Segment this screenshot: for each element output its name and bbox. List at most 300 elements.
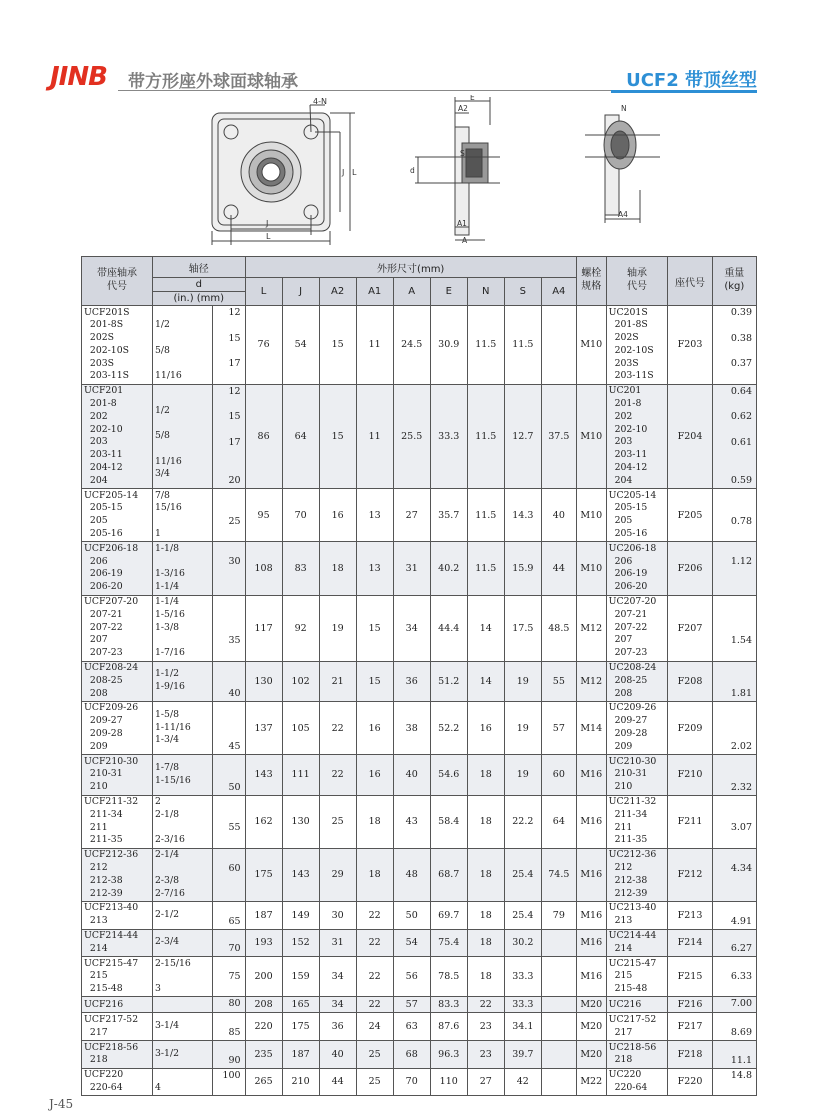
col-a4: A4	[541, 278, 576, 306]
cell-bolt: M16	[576, 795, 606, 848]
label-a4: A4	[618, 210, 628, 219]
cell-l: 200	[245, 957, 282, 997]
bearing-code: UC207-20 207-21 207-22 207 207-23	[606, 595, 668, 661]
weight	[712, 701, 756, 754]
cell-a2: 34	[319, 957, 356, 997]
cell-a: 25.5	[393, 384, 430, 488]
weight-value: 2.32	[730, 781, 752, 793]
cell-l: 137	[245, 701, 282, 754]
cell-j: 83	[282, 542, 319, 595]
cell-l: 193	[245, 929, 282, 957]
housing-bearing-code: UCF201S 201-8S 202S 202-10S 203S 203-11S	[82, 306, 153, 385]
weight	[712, 901, 756, 929]
cell-e: 75.4	[430, 929, 467, 957]
cell-a: 43	[393, 795, 430, 848]
col-shaft-dia: 轴径	[152, 257, 245, 278]
cell-a: 27	[393, 489, 430, 542]
shaft-inch: 7/8 15/16 1	[152, 489, 212, 542]
weight-value: 0.59	[730, 475, 752, 487]
table-row	[82, 755, 757, 795]
cell-e: 52.2	[430, 701, 467, 754]
cell-j: 105	[282, 701, 319, 754]
weight-value: 14.8	[730, 1069, 752, 1081]
col-units: (in.) (mm)	[152, 292, 245, 306]
col-housing-bearing: 带座轴承 代号	[82, 257, 153, 306]
cell-a: 31	[393, 542, 430, 595]
shaft-mm-value: 50	[228, 781, 241, 793]
cell-n: 11.5	[467, 542, 504, 595]
cell-bolt: M10	[576, 306, 606, 385]
housing-code: F207	[668, 595, 712, 661]
shaft-mm-value: 30	[228, 556, 241, 568]
weight-value: 0.62	[730, 411, 752, 423]
weight-value: 3.07	[730, 822, 752, 834]
table-row	[82, 997, 757, 1013]
shaft-inch: 2-3/4	[152, 929, 212, 957]
label-a: A	[462, 236, 468, 245]
cell-n: 16	[467, 701, 504, 754]
cell-a2: 15	[319, 384, 356, 488]
cell-a1: 13	[356, 489, 393, 542]
col-bearing: 轴承 代号	[606, 257, 668, 306]
weight-value: 0.39	[730, 307, 752, 318]
cell-a: 38	[393, 701, 430, 754]
weight-value: 4.34	[730, 862, 752, 874]
shaft-mm-value: 12	[228, 385, 241, 397]
page-number: J-45	[49, 1097, 74, 1111]
weight	[712, 661, 756, 701]
housing-code: F203	[668, 306, 712, 385]
weight-value: 7.00	[730, 998, 752, 1010]
shaft-mm-value: 55	[228, 822, 241, 834]
cell-l: 117	[245, 595, 282, 661]
shaft-mm	[212, 901, 245, 929]
table-row	[82, 1013, 757, 1041]
cell-j: 175	[282, 1013, 319, 1041]
weight	[712, 929, 756, 957]
shaft-mm	[212, 848, 245, 901]
cell-bolt: M12	[576, 595, 606, 661]
bearing-code: UC210-30 210-31 210	[606, 755, 668, 795]
table-row	[82, 542, 757, 595]
shaft-mm-value: 17	[228, 436, 241, 448]
col-a2: A2	[319, 278, 356, 306]
housing-code: F214	[668, 929, 712, 957]
cell-l: 130	[245, 661, 282, 701]
cell-n: 23	[467, 1041, 504, 1069]
cell-a4: 40	[541, 489, 576, 542]
cell-a1: 22	[356, 997, 393, 1013]
shaft-mm-value: 17	[228, 358, 241, 370]
cell-e: 51.2	[430, 661, 467, 701]
table-row	[82, 848, 757, 901]
shaft-inch	[152, 997, 212, 1013]
cell-a2: 31	[319, 929, 356, 957]
cell-e: 96.3	[430, 1041, 467, 1069]
cell-e: 87.6	[430, 1013, 467, 1041]
col-a: A	[393, 278, 430, 306]
housing-code: F211	[668, 795, 712, 848]
housing-code: F210	[668, 755, 712, 795]
housing-bearing-code: UCF211-32 211-34 211 211-35	[82, 795, 153, 848]
table-row	[82, 701, 757, 754]
cell-e: 58.4	[430, 795, 467, 848]
bearing-code: UC216	[606, 997, 668, 1013]
col-a1: A1	[356, 278, 393, 306]
cell-a2: 21	[319, 661, 356, 701]
housing-code: F218	[668, 1041, 712, 1069]
table-row	[82, 901, 757, 929]
cell-a1: 11	[356, 384, 393, 488]
housing-bearing-code: UCF207-20 207-21 207-22 207 207-23	[82, 595, 153, 661]
cell-a1: 25	[356, 1068, 393, 1096]
cell-a2: 36	[319, 1013, 356, 1041]
cell-j: 54	[282, 306, 319, 385]
weight	[712, 997, 756, 1013]
cell-j: 165	[282, 997, 319, 1013]
cell-bolt: M16	[576, 929, 606, 957]
housing-code: F212	[668, 848, 712, 901]
weight	[712, 795, 756, 848]
bearing-code: UC218-56 218	[606, 1041, 668, 1069]
shaft-mm-value: 25	[228, 515, 241, 527]
cell-a4: 57	[541, 701, 576, 754]
housing-bearing-code: UCF210-30 210-31 210	[82, 755, 153, 795]
cell-bolt: M20	[576, 1041, 606, 1069]
cell-a: 50	[393, 901, 430, 929]
cell-s: 17.5	[504, 595, 541, 661]
cell-a1: 11	[356, 306, 393, 385]
cell-a: 68	[393, 1041, 430, 1069]
page-title: 带方形座外球面球轴承	[128, 72, 298, 92]
cell-a4: 74.5	[541, 848, 576, 901]
brand-logo: JINB	[50, 62, 107, 92]
cell-e: 78.5	[430, 957, 467, 997]
shaft-inch: 1-1/8 1-3/16 1-1/4	[152, 542, 212, 595]
bearing-code: UC209-26 209-27 209-28 209	[606, 701, 668, 754]
cell-n: 22	[467, 997, 504, 1013]
bearing-code: UC208-24 208-25 208	[606, 661, 668, 701]
cell-l: 235	[245, 1041, 282, 1069]
side-view-drawing	[585, 115, 660, 223]
housing-code: F217	[668, 1013, 712, 1041]
cell-n: 11.5	[467, 384, 504, 488]
cell-s: 19	[504, 755, 541, 795]
cell-a2: 22	[319, 755, 356, 795]
bearing-code: UC214-44 214	[606, 929, 668, 957]
shaft-mm	[212, 661, 245, 701]
cell-a: 36	[393, 661, 430, 701]
cell-n: 27	[467, 1068, 504, 1096]
cell-a2: 22	[319, 701, 356, 754]
table-row	[82, 929, 757, 957]
bearing-code: UC206-18 206 206-19 206-20	[606, 542, 668, 595]
technical-drawings	[200, 95, 680, 245]
shaft-mm	[212, 701, 245, 754]
cell-a1: 25	[356, 1041, 393, 1069]
cell-j: 92	[282, 595, 319, 661]
table-row	[82, 957, 757, 997]
cell-s: 15.9	[504, 542, 541, 595]
weight-value: 0.78	[730, 515, 752, 527]
cell-a: 40	[393, 755, 430, 795]
weight-value: 1.54	[730, 634, 752, 646]
cell-a2: 16	[319, 489, 356, 542]
weight	[712, 489, 756, 542]
col-dims: 外形尺寸(mm)	[245, 257, 576, 278]
cell-a2: 25	[319, 795, 356, 848]
shaft-inch: 1-7/8 1-15/16	[152, 755, 212, 795]
shaft-mm-value: 15	[228, 411, 241, 423]
bearing-code: UC213-40 213	[606, 901, 668, 929]
weight	[712, 1013, 756, 1041]
table-row	[82, 795, 757, 848]
housing-bearing-code: UCF218-56 218	[82, 1041, 153, 1069]
housing-bearing-code: UCF216	[82, 997, 153, 1013]
cell-j: 143	[282, 848, 319, 901]
shaft-inch: 2-1/2	[152, 901, 212, 929]
housing-bearing-code: UCF220 220-64	[82, 1068, 153, 1096]
label-a1: A1	[457, 219, 467, 228]
cell-a1: 22	[356, 957, 393, 997]
cell-a: 54	[393, 929, 430, 957]
col-n: N	[467, 278, 504, 306]
shaft-inch: 2-15/16 3	[152, 957, 212, 997]
col-s: S	[504, 278, 541, 306]
shaft-mm-value: 75	[228, 970, 241, 982]
shaft-mm	[212, 595, 245, 661]
cell-a4	[541, 957, 576, 997]
cell-a2: 29	[319, 848, 356, 901]
weight	[712, 306, 756, 385]
housing-bearing-code: UCF212-36 212 212-38 212-39	[82, 848, 153, 901]
weight-value: 0.61	[730, 436, 752, 448]
cell-l: 220	[245, 1013, 282, 1041]
shaft-mm-value: 70	[228, 943, 241, 955]
weight	[712, 595, 756, 661]
cell-a4	[541, 1068, 576, 1096]
label-j-front: J	[266, 219, 269, 228]
cell-a4: 55	[541, 661, 576, 701]
cell-e: 44.4	[430, 595, 467, 661]
cell-s: 19	[504, 701, 541, 754]
cell-s: 30.2	[504, 929, 541, 957]
housing-code: F204	[668, 384, 712, 488]
col-weight: 重量 (kg)	[712, 257, 756, 306]
cell-a1: 18	[356, 848, 393, 901]
cell-e: 83.3	[430, 997, 467, 1013]
table-row	[82, 595, 757, 661]
shaft-mm	[212, 755, 245, 795]
shaft-mm-value: 15	[228, 332, 241, 344]
table-row	[82, 1068, 757, 1096]
col-housing: 座代号	[668, 257, 712, 306]
housing-code: F220	[668, 1068, 712, 1096]
cell-j: 70	[282, 489, 319, 542]
cell-a: 56	[393, 957, 430, 997]
shaft-inch: 1-1/2 1-9/16	[152, 661, 212, 701]
shaft-mm-value: 35	[228, 634, 241, 646]
shaft-mm	[212, 1013, 245, 1041]
cell-a4	[541, 1013, 576, 1041]
weight	[712, 1068, 756, 1096]
weight-value: 0.64	[730, 385, 752, 397]
cell-l: 208	[245, 997, 282, 1013]
cell-a1: 13	[356, 542, 393, 595]
cell-a1: 18	[356, 795, 393, 848]
housing-bearing-code: UCF215-47 215 215-48	[82, 957, 153, 997]
weight-value: 1.12	[730, 556, 752, 568]
col-l: L	[245, 278, 282, 306]
weight-value: 11.1	[730, 1054, 752, 1066]
cell-a4	[541, 1041, 576, 1069]
cell-a1: 15	[356, 595, 393, 661]
cell-j: 111	[282, 755, 319, 795]
cell-bolt: M16	[576, 957, 606, 997]
weight-value: 0.37	[730, 358, 752, 370]
weight-value: 2.02	[730, 741, 752, 753]
cell-e: 110	[430, 1068, 467, 1096]
cell-s: 22.2	[504, 795, 541, 848]
cell-n: 11.5	[467, 306, 504, 385]
col-j: J	[282, 278, 319, 306]
bearing-code: UC212-36 212 212-38 212-39	[606, 848, 668, 901]
shaft-inch: 2-1/4 2-3/8 2-7/16	[152, 848, 212, 901]
cell-a: 34	[393, 595, 430, 661]
bearing-code: UC205-14 205-15 205 205-16	[606, 489, 668, 542]
label-d: d	[410, 166, 415, 175]
shaft-mm	[212, 1041, 245, 1069]
cell-a: 48	[393, 848, 430, 901]
weight	[712, 848, 756, 901]
cell-j: 64	[282, 384, 319, 488]
cell-e: 33.3	[430, 384, 467, 488]
cell-a4	[541, 306, 576, 385]
cell-a4	[541, 929, 576, 957]
label-j-side: J	[342, 168, 345, 177]
housing-code: F205	[668, 489, 712, 542]
cell-s: 12.7	[504, 384, 541, 488]
cell-bolt: M20	[576, 1013, 606, 1041]
shaft-inch: 4	[152, 1068, 212, 1096]
cell-a1: 16	[356, 701, 393, 754]
label-a2: A2	[458, 104, 468, 113]
cell-s: 14.3	[504, 489, 541, 542]
shaft-mm-value: 65	[228, 915, 241, 927]
shaft-mm	[212, 795, 245, 848]
table-body	[82, 306, 757, 1096]
cell-n: 11.5	[467, 489, 504, 542]
housing-bearing-code: UCF217-52 217	[82, 1013, 153, 1041]
front-view-drawing	[212, 105, 355, 245]
cell-a2: 18	[319, 542, 356, 595]
cell-n: 18	[467, 901, 504, 929]
cell-bolt: M16	[576, 848, 606, 901]
housing-code: F215	[668, 957, 712, 997]
cell-n: 14	[467, 661, 504, 701]
cell-a2: 44	[319, 1068, 356, 1096]
cell-l: 108	[245, 542, 282, 595]
cell-l: 95	[245, 489, 282, 542]
shaft-mm-value: 90	[228, 1054, 241, 1066]
col-d: d	[152, 278, 245, 292]
cell-a2: 40	[319, 1041, 356, 1069]
shaft-mm-value: 12	[228, 307, 241, 318]
cell-j: 152	[282, 929, 319, 957]
specification-table	[81, 256, 757, 1096]
shaft-inch: 1-1/4 1-5/16 1-3/8 1-7/16	[152, 595, 212, 661]
cell-l: 265	[245, 1068, 282, 1096]
weight-value: 1.81	[730, 688, 752, 700]
cell-s: 25.4	[504, 901, 541, 929]
cell-l: 86	[245, 384, 282, 488]
shaft-mm-value: 60	[228, 862, 241, 874]
cell-e: 40.2	[430, 542, 467, 595]
table-row	[82, 489, 757, 542]
table-row	[82, 384, 757, 488]
bearing-code: UC201 201-8 202 202-10 203 203-11 204-12 204	[606, 384, 668, 488]
housing-code: F213	[668, 901, 712, 929]
cell-s: 34.1	[504, 1013, 541, 1041]
cell-s: 42	[504, 1068, 541, 1096]
weight	[712, 957, 756, 997]
cell-n: 18	[467, 755, 504, 795]
cell-s: 11.5	[504, 306, 541, 385]
cell-a4: 60	[541, 755, 576, 795]
shaft-inch: 1/2 5/8 11/16 3/4	[152, 384, 212, 488]
cell-j: 130	[282, 795, 319, 848]
cell-bolt: M20	[576, 997, 606, 1013]
cell-s: 33.3	[504, 957, 541, 997]
cell-a4: 79	[541, 901, 576, 929]
cell-bolt: M12	[576, 661, 606, 701]
cell-bolt: M10	[576, 542, 606, 595]
weight-value: 0.38	[730, 332, 752, 344]
bearing-code: UC220 220-64	[606, 1068, 668, 1096]
col-e: E	[430, 278, 467, 306]
bearing-code: UC217-52 217	[606, 1013, 668, 1041]
cell-bolt: M22	[576, 1068, 606, 1096]
shaft-mm-value: 85	[228, 1027, 241, 1039]
shaft-mm	[212, 997, 245, 1013]
label-4n: 4-N	[313, 97, 327, 106]
housing-bearing-code: UCF205-14 205-15 205 205-16	[82, 489, 153, 542]
cell-j: 187	[282, 1041, 319, 1069]
housing-bearing-code: UCF206-18 206 206-19 206-20	[82, 542, 153, 595]
housing-code: F208	[668, 661, 712, 701]
shaft-inch: 2 2-1/8 2-3/16	[152, 795, 212, 848]
housing-bearing-code: UCF214-44 214	[82, 929, 153, 957]
bearing-code: UC211-32 211-34 211 211-35	[606, 795, 668, 848]
header-accent-rule	[611, 90, 757, 93]
cell-a1: 22	[356, 929, 393, 957]
cell-a: 70	[393, 1068, 430, 1096]
cell-e: 30.9	[430, 306, 467, 385]
cell-n: 23	[467, 1013, 504, 1041]
cell-l: 187	[245, 901, 282, 929]
cell-bolt: M16	[576, 755, 606, 795]
bearing-code: UC215-47 215 215-48	[606, 957, 668, 997]
housing-code: F206	[668, 542, 712, 595]
cell-j: 102	[282, 661, 319, 701]
housing-bearing-code: UCF209-26 209-27 209-28 209	[82, 701, 153, 754]
weight-value: 6.33	[730, 970, 752, 982]
cell-s: 25.4	[504, 848, 541, 901]
cell-n: 18	[467, 929, 504, 957]
weight-value: 6.27	[730, 943, 752, 955]
shaft-inch: 1/2 5/8 11/16	[152, 306, 212, 385]
bearing-code: UC201S 201-8S 202S 202-10S 203S 203-11S	[606, 306, 668, 385]
